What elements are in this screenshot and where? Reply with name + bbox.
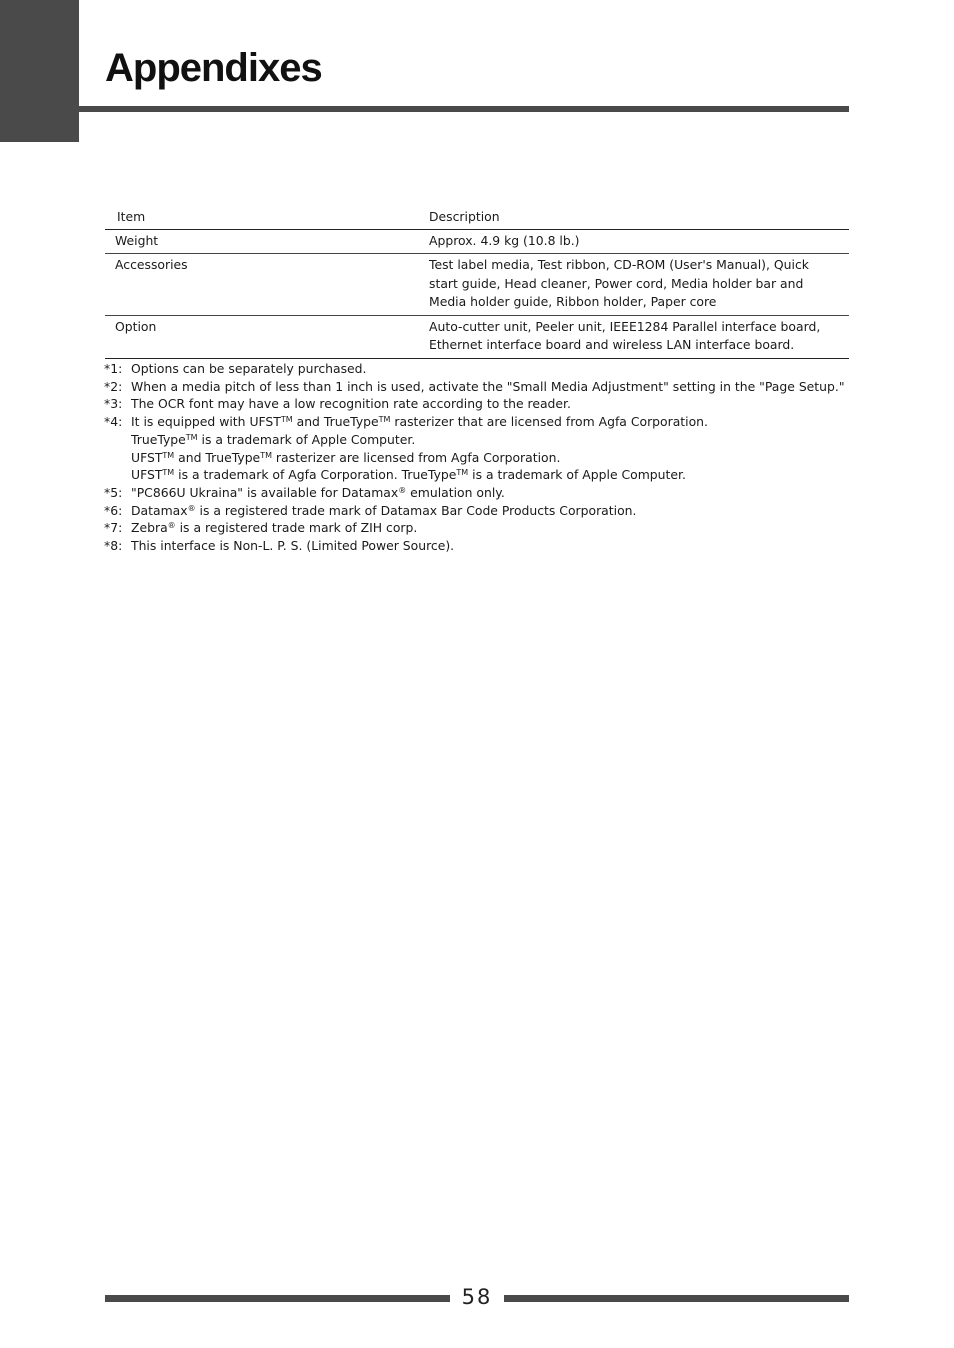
footnote	[104, 502, 864, 520]
registered-mark: ®	[187, 503, 196, 513]
footnote-number: *2:	[104, 378, 123, 394]
column-header-item: Item	[117, 209, 146, 224]
footnote-number: *7:	[104, 520, 123, 536]
footnote-continuation	[104, 431, 864, 449]
footnote-text-part: "PC866U Ukraina" is available for Datamax	[131, 484, 399, 500]
row-item: Weight	[115, 232, 159, 248]
footnote-text-part: UFST	[131, 467, 163, 483]
footnote-text: This interface is Non-L. P. S. (Limited Power Source).	[131, 538, 455, 554]
registered-mark: ®	[167, 521, 176, 531]
footnote-text-part: emulation only.	[406, 484, 505, 500]
footnote-number: *3:	[104, 396, 123, 412]
footnote-text-part: is a trademark of Apple Computer.	[197, 431, 416, 447]
footer-rule-left	[105, 1295, 450, 1302]
row-description: Auto-cutter unit, Peeler unit, IEEE1284 Parallel interface board, Ethernet interface board and wireless LAN interface board.	[429, 318, 821, 352]
footnote-text: The OCR font may have a low recognition rate according to the reader.	[131, 396, 571, 412]
footnote-number: *4:	[104, 414, 123, 430]
footnote-text-part: It is equipped with UFST	[131, 414, 281, 430]
footnote-text-part: is a registered trade mark of ZIH corp.	[175, 520, 418, 536]
trademark-mark: TM	[260, 450, 272, 460]
table-row	[105, 315, 849, 358]
trademark-mark: TM	[162, 450, 175, 460]
footnote-text	[131, 413, 864, 431]
footnote-text	[131, 519, 864, 537]
table-row	[105, 254, 849, 316]
footnote-number: *1:	[104, 361, 123, 376]
footnotes	[104, 360, 864, 555]
spec-table	[105, 206, 849, 359]
footnote	[104, 537, 864, 555]
footnote	[104, 378, 864, 396]
trademark-mark: TM	[378, 415, 391, 425]
footnote-text: Options can be separately purchased.	[131, 361, 367, 376]
trademark-mark: TM	[162, 468, 175, 478]
footnote-text-part: is a registered trade mark of Datamax Bar Code Products Corporation.	[195, 502, 637, 518]
footnote-text-part: rasterizer that are licensed from Agfa Corporation.	[390, 414, 708, 430]
footnote	[104, 413, 864, 431]
footnote-text	[131, 484, 864, 502]
footnote-text-part: rasterizer are licensed from Agfa Corporation.	[271, 449, 561, 465]
row-item: Option	[115, 318, 157, 334]
footnote	[104, 484, 864, 502]
trademark-mark: TM	[280, 415, 293, 425]
chapter-tab-block	[0, 0, 79, 142]
row-item: Accessories	[115, 257, 188, 272]
footnote	[104, 360, 864, 378]
footnote-text-part: TrueType	[131, 431, 186, 447]
footnote-text-part: is a trademark of Apple Computer.	[468, 467, 686, 483]
footnote-text-part: is a trademark of Agfa Corporation. TrueType	[174, 467, 457, 483]
footnote-number: *5:	[104, 484, 123, 500]
footer-rule-right	[504, 1295, 849, 1302]
footnote-text-part: and TrueType	[174, 449, 261, 465]
page-title: Appendixes	[105, 46, 322, 90]
trademark-mark: TM	[185, 432, 198, 442]
footnote-number: *8:	[104, 538, 123, 554]
footnote-text	[131, 502, 864, 520]
footnote-text-part: and TrueType	[292, 414, 379, 430]
table-header-row	[105, 206, 849, 229]
page-number: 58	[461, 1285, 493, 1309]
row-description: Test label media, Test ribbon, CD-ROM (User's Manual), Quick start guide, Head cleaner, Power cord, Media holder bar and Media holder guide, Ribbon holder, Paper core	[429, 257, 809, 309]
column-header-description: Description	[429, 209, 500, 224]
footnote-text-part: Datamax	[131, 502, 188, 518]
footnote-number: *6:	[104, 502, 123, 518]
trademark-mark: TM	[456, 468, 469, 478]
footnote	[104, 519, 864, 537]
title-rule	[79, 106, 849, 112]
table-row	[105, 229, 849, 254]
row-description: Approx. 4.9 kg (10.8 lb.)	[429, 232, 580, 248]
footnote-continuation	[104, 449, 864, 467]
footnote-text-part: UFST	[131, 449, 163, 465]
footnote-continuation	[104, 466, 864, 484]
registered-mark: ®	[398, 485, 407, 495]
footnote	[104, 395, 864, 413]
footnote-text-part: Zebra	[131, 520, 168, 536]
footnote-text: When a media pitch of less than 1 inch is used, activate the "Small Media Adjustment" setting in the "Page Setup."	[131, 378, 845, 394]
